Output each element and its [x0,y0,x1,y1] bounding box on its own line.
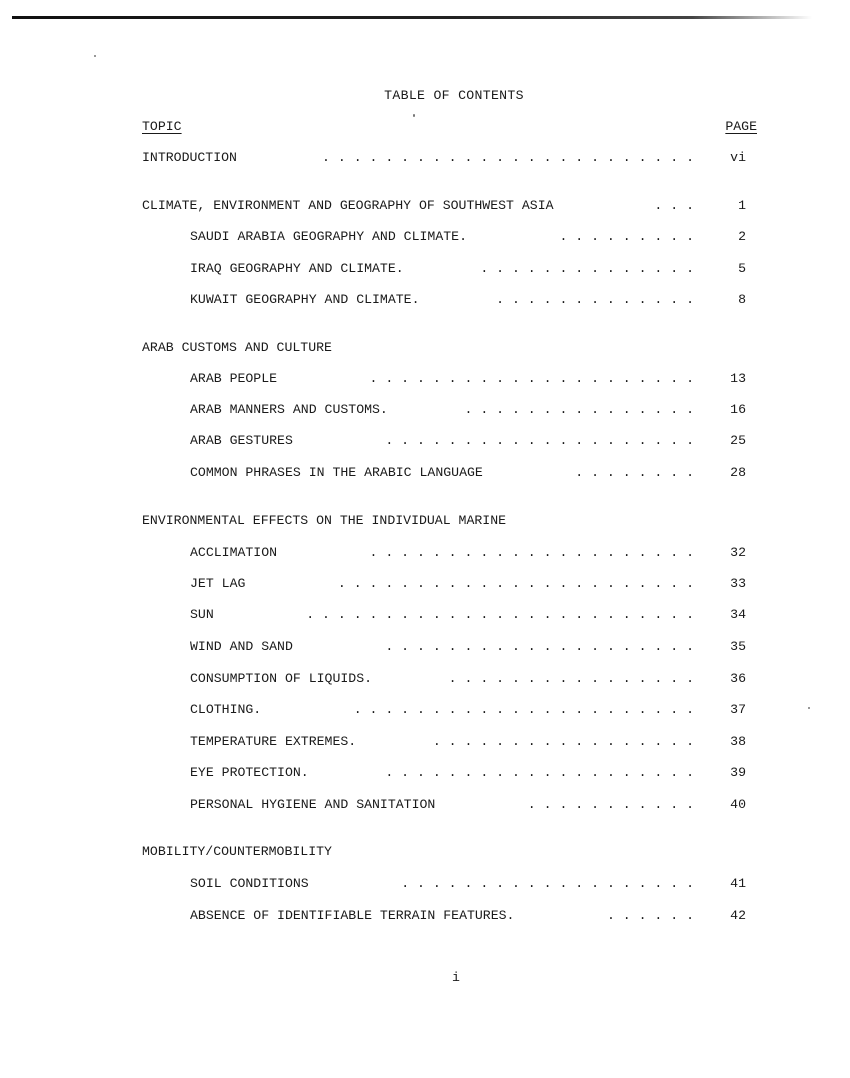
leader-dots: . . . . . . . . . . . [527,797,694,812]
scan-edge-line [12,16,812,19]
toc-entry-consumption-of-liquids [190,671,756,689]
toc-entry-page: vi [730,150,746,165]
scan-speck [413,114,415,117]
toc-entry-eye-protection [190,765,756,783]
toc-entry-page: 2 [738,229,746,244]
toc-entry-jet-lag [190,576,756,594]
section-heading-mobility: MOBILITY/COUNTERMOBILITY [142,844,332,859]
page-title: TABLE OF CONTENTS [384,88,524,103]
toc-entry-page: 8 [738,292,746,307]
toc-entry-soil-conditions [190,876,756,894]
toc-entry-page: 25 [730,433,746,448]
toc-entry-arab-people [190,371,756,389]
toc-entry-clothing [190,702,756,720]
page-number-footer: i [452,970,460,985]
toc-entry-text: SUN [190,607,214,622]
toc-entry-saudi-arabia [190,229,756,247]
leader-dots: . . . . . . . . [575,465,694,480]
leader-dots: . . . . . . . . . . . . . . . . . . . . . [369,371,694,386]
section-heading-arab-customs: ARAB CUSTOMS AND CULTURE [142,340,332,355]
toc-entry-terrain-features [190,908,756,926]
toc-entry-page: 40 [730,797,746,812]
leader-dots: . . . . . . . . . . . . . . . [464,402,694,417]
toc-entry-page: 5 [738,261,746,276]
leader-dots: . . . . . . . . . [559,229,694,244]
leader-dots: . . . . . . . . . . . . . . . . . . . . . . . . [322,150,694,165]
scan-speck [808,707,810,709]
toc-entry-iraq [190,261,756,279]
toc-entry-page: 42 [730,908,746,923]
toc-entry-text: CLOTHING. [190,702,262,717]
toc-entry-text: CONSUMPTION OF LIQUIDS. [190,671,373,686]
toc-entry-text: CLIMATE, ENVIRONMENT AND GEOGRAPHY OF SOUTHWEST ASIA [142,198,554,213]
leader-dots: . . . . . . . . . . . . . . . . . . . . . . . . . [306,607,694,622]
toc-entry-kuwait [190,292,756,310]
toc-entry-temperature-extremes [190,734,756,752]
toc-entry-text: COMMON PHRASES IN THE ARABIC LANGUAGE [190,465,483,480]
leader-dots: . . . . . . . . . . . . . . . . . . . [401,876,694,891]
leader-dots: . . . [654,198,694,213]
toc-entry-page: 28 [730,465,746,480]
leader-dots: . . . . . . . . . . . . . . . . . [432,734,694,749]
toc-entry-page: 32 [730,545,746,560]
toc-entry-text: INTRODUCTION [142,150,237,165]
toc-entry-page: 16 [730,402,746,417]
toc-entry-common-phrases [190,465,756,483]
toc-entry-page: 39 [730,765,746,780]
leader-dots: . . . . . . . . . . . . . . . . . . . . [385,433,694,448]
leader-dots: . . . . . . . . . . . . . . . . . . . . . . [353,702,694,717]
section-heading-environmental-effects: ENVIRONMENTAL EFFECTS ON THE INDIVIDUAL MARINE [142,513,507,528]
toc-entry-page: 41 [730,876,746,891]
leader-dots: . . . . . . . . . . . . . . . . . . . . . [369,545,694,560]
toc-entry-page: 35 [730,639,746,654]
toc-entry-page: 38 [730,734,746,749]
leader-dots: . . . . . . . . . . . . . . . . . . . . . . . [337,576,694,591]
toc-entry-text: KUWAIT GEOGRAPHY AND CLIMATE. [190,292,420,307]
toc-entry-text: TEMPERATURE EXTREMES. [190,734,357,749]
leader-dots: . . . . . . . . . . . . . [496,292,694,307]
toc-entry-text: SOIL CONDITIONS [190,876,309,891]
toc-entry-text: JET LAG [190,576,246,591]
toc-entry-text: ABSENCE OF IDENTIFIABLE TERRAIN FEATURES. [190,908,515,923]
toc-entry-text: ARAB MANNERS AND CUSTOMS. [190,402,388,417]
leader-dots: . . . . . . . . . . . . . . . . [448,671,694,686]
toc-entry-climate [142,198,756,216]
toc-entry-page: 33 [730,576,746,591]
toc-entry-text: SAUDI ARABIA GEOGRAPHY AND CLIMATE. [190,229,467,244]
toc-entry-sun [190,607,756,625]
toc-entry-text: PERSONAL HYGIENE AND SANITATION [190,797,436,812]
leader-dots: . . . . . . [606,908,694,923]
toc-entry-acclimation [190,545,756,563]
toc-entry-text: ACCLIMATION [190,545,278,560]
toc-entry-text: ARAB GESTURES [190,433,293,448]
page-column-header: PAGE [725,119,757,134]
toc-entry-text: EYE PROTECTION. [190,765,309,780]
toc-entry-page: 34 [730,607,746,622]
toc-entry-text: ARAB PEOPLE [190,371,278,386]
scan-speck [94,55,96,57]
toc-entry-text: WIND AND SAND [190,639,293,654]
toc-entry-page: 13 [730,371,746,386]
toc-entry-arab-gestures [190,433,756,451]
toc-entry-arab-manners [190,402,756,420]
toc-entry-page: 1 [738,198,746,213]
leader-dots: . . . . . . . . . . . . . . . . . . . . [385,765,694,780]
toc-entry-personal-hygiene [190,797,756,815]
leader-dots: . . . . . . . . . . . . . . [480,261,694,276]
leader-dots: . . . . . . . . . . . . . . . . . . . . [385,639,694,654]
toc-entry-page: 37 [730,702,746,717]
toc-entry-introduction [142,150,756,168]
toc-entry-wind-and-sand [190,639,756,657]
topic-column-header: TOPIC [142,119,182,134]
toc-entry-page: 36 [730,671,746,686]
toc-entry-text: IRAQ GEOGRAPHY AND CLIMATE. [190,261,404,276]
